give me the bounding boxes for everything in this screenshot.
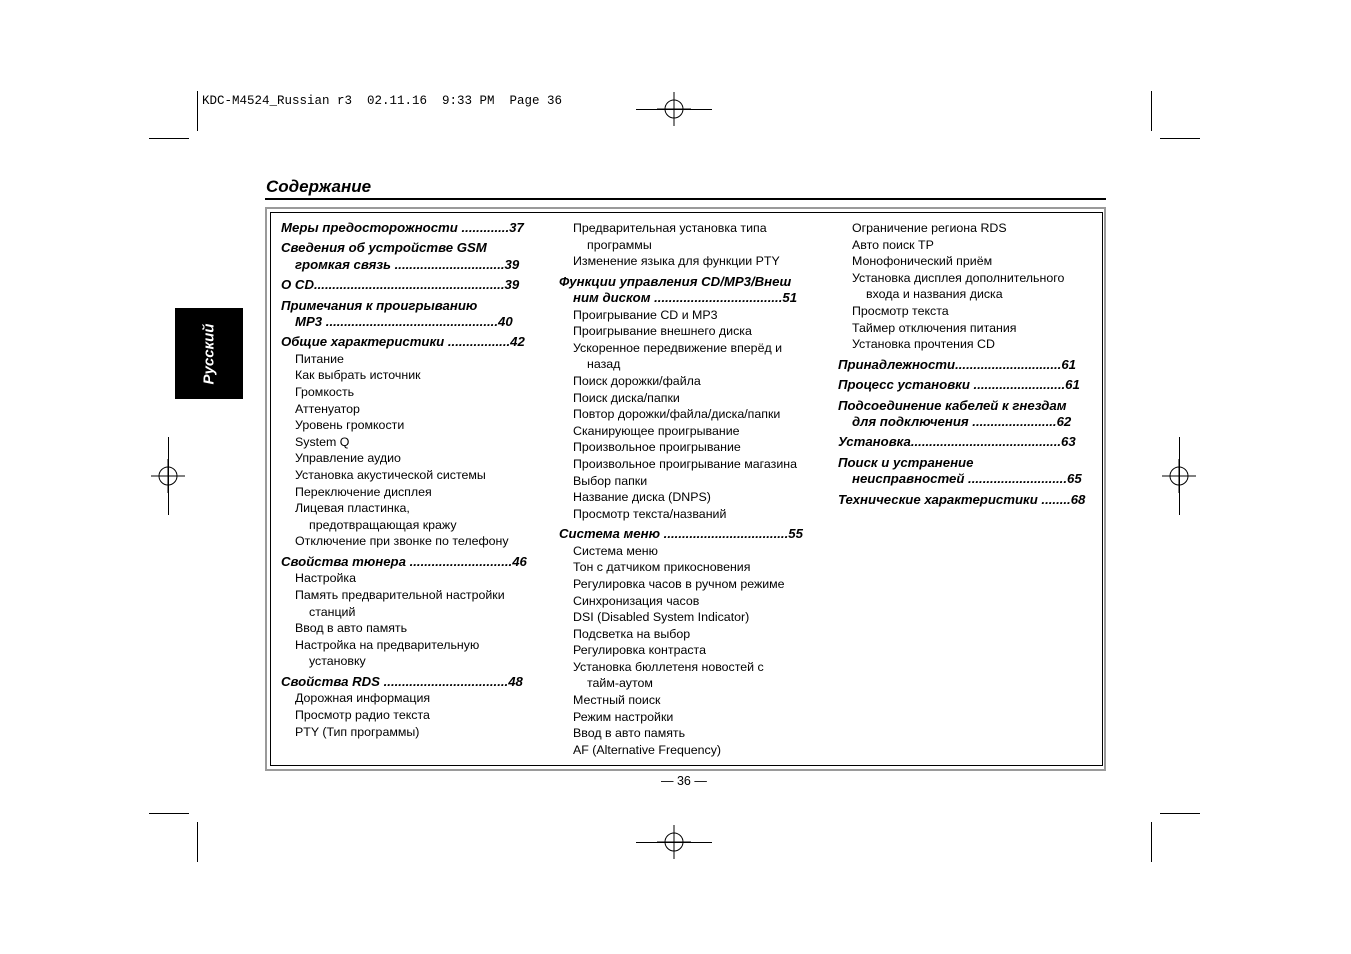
toc-text: Режим настройки xyxy=(573,709,674,724)
toc-text: Просмотр радио текста xyxy=(295,707,430,722)
toc-text: Авто поиск TP xyxy=(852,237,934,252)
toc-entry xyxy=(838,320,1093,337)
toc-entry xyxy=(559,307,814,324)
toc-text: Синхронизация часов xyxy=(573,593,700,608)
toc-section-heading xyxy=(838,492,1093,508)
toc-text-continued: MP3 ...............................................40 xyxy=(295,314,513,330)
toc-text: Просмотр текста xyxy=(852,303,949,318)
toc-text: Свойства тюнера ............................46 xyxy=(281,553,527,569)
toc-section-heading xyxy=(281,240,536,273)
language-tab xyxy=(175,308,243,399)
toc-text: System Q xyxy=(295,434,350,449)
toc-text: Поиск дорожки/файла xyxy=(573,373,701,388)
contents-column-1 xyxy=(281,220,536,740)
toc-text-continued: входа и названия диска xyxy=(866,287,1003,302)
language-tab-label: Русский xyxy=(200,323,218,384)
toc-entry xyxy=(559,742,814,759)
toc-entry xyxy=(281,620,536,637)
toc-text: Примечания к проигрыванию xyxy=(281,297,478,313)
toc-entry xyxy=(281,401,536,418)
toc-text-continued: установку xyxy=(309,654,366,669)
crop-mark xyxy=(1160,138,1200,139)
toc-text: Регулировка часов в ручном режиме xyxy=(573,576,785,591)
toc-entry xyxy=(281,450,536,467)
toc-entry xyxy=(838,270,1093,303)
toc-entry xyxy=(281,434,536,451)
toc-text: Общие характеристики .................42 xyxy=(281,334,525,350)
toc-text: Подсветка на выбор xyxy=(573,626,691,641)
toc-text-continued: для подключения .......................62 xyxy=(852,413,1072,429)
toc-text: Подсоединение кабелей к гнездам xyxy=(838,397,1067,413)
toc-text: Выбор папки xyxy=(573,473,648,488)
toc-entry xyxy=(838,220,1093,237)
toc-text: PTY (Тип программы) xyxy=(295,724,420,739)
toc-entry xyxy=(559,609,814,626)
toc-entry xyxy=(559,253,814,270)
contents-column-2 xyxy=(559,220,814,758)
toc-section-heading xyxy=(559,274,814,307)
crop-mark xyxy=(197,91,198,131)
toc-text: Переключение дисплея xyxy=(295,484,432,499)
toc-entry xyxy=(281,351,536,368)
toc-entry xyxy=(559,642,814,659)
toc-text: Сведения об устройстве GSM xyxy=(281,240,487,256)
toc-entry xyxy=(281,484,536,501)
toc-text: Технические характеристики ........68 xyxy=(838,491,1086,507)
toc-text: Как выбрать источник xyxy=(295,368,421,383)
toc-entry xyxy=(559,659,814,692)
toc-entry xyxy=(559,323,814,340)
registration-guide xyxy=(168,437,169,515)
crop-mark xyxy=(149,138,189,139)
toc-text: Аттенуатор xyxy=(295,401,360,416)
toc-section-heading xyxy=(281,298,536,331)
toc-text: Произвольное проигрывание xyxy=(573,440,741,455)
toc-text: DSI (Disabled System Indicator) xyxy=(573,610,750,625)
toc-entry xyxy=(559,473,814,490)
toc-entry xyxy=(559,576,814,593)
toc-entry xyxy=(281,707,536,724)
toc-section-heading xyxy=(281,277,536,293)
toc-text: Просмотр текста/названий xyxy=(573,506,727,521)
toc-text-continued: тайм-аутом xyxy=(587,676,653,691)
toc-entry xyxy=(559,626,814,643)
toc-text: Установка прочтения CD xyxy=(852,337,995,352)
toc-text: Питание xyxy=(295,351,344,366)
toc-entry xyxy=(281,533,536,550)
toc-text: Ввод в авто память xyxy=(295,621,408,636)
toc-text: Дорожная информация xyxy=(295,691,431,706)
toc-text: Система меню ..................................55 xyxy=(559,526,803,542)
toc-entry xyxy=(281,690,536,707)
toc-entry xyxy=(559,423,814,440)
toc-text: Название диска (DNPS) xyxy=(573,490,711,505)
toc-entry xyxy=(281,637,536,670)
toc-text: Установка дисплея дополнительного xyxy=(852,270,1065,285)
toc-text: Таймер отключения питания xyxy=(852,320,1017,335)
toc-section-heading xyxy=(838,455,1093,488)
toc-section-heading xyxy=(559,526,814,542)
toc-entry xyxy=(281,367,536,384)
toc-entry xyxy=(559,373,814,390)
toc-text: Меры предосторожности .............37 xyxy=(281,220,524,235)
contents-column-3 xyxy=(838,220,1093,508)
toc-text: Тон с датчиком прикосновения xyxy=(573,560,751,575)
toc-text: Принадлежности.............................61 xyxy=(838,356,1077,372)
toc-text-continued: назад xyxy=(587,357,621,372)
toc-entry xyxy=(281,467,536,484)
toc-entry xyxy=(559,220,814,253)
toc-entry xyxy=(559,506,814,523)
toc-section-heading xyxy=(838,377,1093,393)
toc-entry xyxy=(559,709,814,726)
crop-mark xyxy=(1151,822,1152,862)
toc-text-continued: программы xyxy=(587,237,652,252)
toc-entry xyxy=(559,543,814,560)
page-title: Содержание xyxy=(266,177,372,196)
toc-text: Поиск диска/папки xyxy=(573,390,680,405)
toc-entry xyxy=(559,593,814,610)
registration-guide xyxy=(636,109,712,110)
print-header: KDC-M4524_Russian r3 02.11.16 9:33 PM Page 36 xyxy=(202,94,563,108)
crop-mark xyxy=(149,813,189,814)
toc-text: Уровень громкости xyxy=(295,418,405,433)
toc-text: Произвольное проигрывание магазина xyxy=(573,456,798,471)
toc-text: Процесс установки .........................61 xyxy=(838,377,1080,393)
crop-mark xyxy=(197,822,198,862)
toc-text-continued: ним диском ...................................51 xyxy=(573,290,798,306)
toc-entry xyxy=(281,417,536,434)
toc-text: Установка бюллетеня новостей с xyxy=(573,659,764,674)
toc-text: Функции управления CD/MP3/Внеш xyxy=(559,273,792,289)
toc-text: Свойства RDS ..................................48 xyxy=(281,673,523,689)
crop-mark xyxy=(1151,91,1152,131)
toc-text-continued: громкая связь ..............................39 xyxy=(295,256,520,272)
toc-text: AF (Alternative Frequency) xyxy=(573,742,722,757)
toc-text: Громкость xyxy=(295,385,355,400)
toc-text: Система меню xyxy=(573,543,658,558)
toc-text: Ускоренное передвижение вперёд и xyxy=(573,340,783,355)
toc-section-heading xyxy=(281,674,536,690)
crop-mark xyxy=(1160,813,1200,814)
toc-section-heading xyxy=(281,334,536,350)
toc-entry xyxy=(838,237,1093,254)
toc-text: Монофонический приём xyxy=(852,254,993,269)
toc-text: Изменение языка для функции PTY xyxy=(573,254,780,269)
toc-section-heading xyxy=(838,434,1093,450)
toc-text: Настройка xyxy=(295,571,356,586)
toc-entry xyxy=(559,406,814,423)
toc-entry xyxy=(281,384,536,401)
toc-text: Ввод в авто память xyxy=(573,726,686,741)
toc-text: Местный поиск xyxy=(573,693,661,708)
toc-text: Управление аудио xyxy=(295,451,401,466)
toc-entry xyxy=(838,336,1093,353)
toc-entry xyxy=(559,456,814,473)
toc-text: Установка акустической системы xyxy=(295,468,486,482)
toc-entry xyxy=(281,570,536,587)
toc-text: O CD....................................................39 xyxy=(281,277,520,293)
toc-section-heading xyxy=(281,220,536,236)
toc-entry xyxy=(559,489,814,506)
toc-text-continued: неисправностей ...........................65 xyxy=(852,471,1082,487)
toc-entry xyxy=(559,559,814,576)
toc-entry xyxy=(559,692,814,709)
registration-guide xyxy=(1179,437,1180,515)
page-number: — 36 — xyxy=(661,774,707,788)
toc-text: Регулировка контраста xyxy=(573,643,706,658)
toc-text: Лицевая пластинка, xyxy=(295,501,410,516)
toc-text: Ограничение региона RDS xyxy=(852,221,1007,235)
toc-section-heading xyxy=(838,398,1093,431)
toc-section-heading xyxy=(281,554,536,570)
toc-entry xyxy=(838,253,1093,270)
toc-entry xyxy=(559,725,814,742)
title-rule xyxy=(265,198,1106,200)
toc-entry xyxy=(559,390,814,407)
toc-text-continued: предотвращающая кражу xyxy=(309,517,457,532)
registration-guide xyxy=(636,842,712,843)
toc-text: Предварительная установка типа xyxy=(573,221,767,235)
toc-text: Установка.........................................63 xyxy=(838,434,1076,450)
toc-entry xyxy=(281,500,536,533)
toc-entry xyxy=(281,587,536,620)
toc-text: Повтор дорожки/файла/диска/папки xyxy=(573,407,781,422)
toc-text: Проигрывание внешнего диска xyxy=(573,324,752,339)
toc-text: Настройка на предварительную xyxy=(295,637,480,652)
toc-text-continued: станций xyxy=(309,604,356,619)
toc-text: Отключение при звонке по телефону xyxy=(295,534,509,549)
toc-text: Память предварительной настройки xyxy=(295,587,505,602)
toc-entry xyxy=(559,340,814,373)
toc-text: Сканирующее проигрывание xyxy=(573,423,740,438)
toc-section-heading xyxy=(838,357,1093,373)
toc-entry xyxy=(559,439,814,456)
toc-text: Поиск и устранение xyxy=(838,454,974,470)
toc-text: Проигрывание CD и MP3 xyxy=(573,307,718,322)
toc-entry xyxy=(838,303,1093,320)
toc-entry xyxy=(281,724,536,741)
